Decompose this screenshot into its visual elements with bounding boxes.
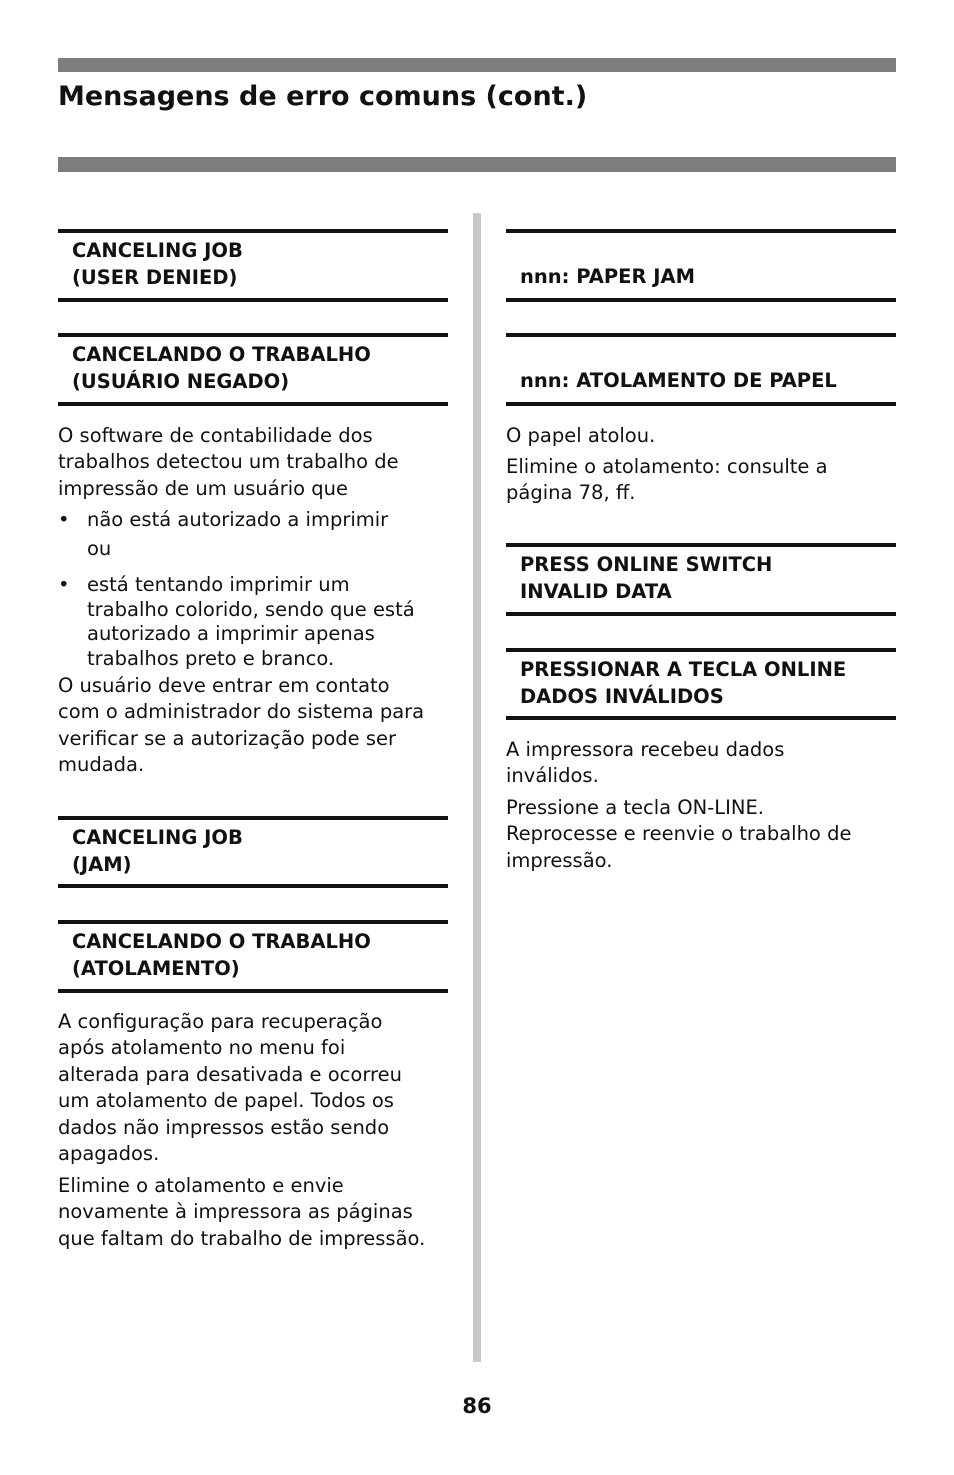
message-line: CANCELING JOB	[72, 826, 243, 849]
message-line: (USER DENIED)	[72, 265, 238, 289]
text-line: não está autorizado a imprimir	[87, 508, 389, 531]
text-line: autorizado a imprimir apenas	[87, 622, 375, 645]
text-line: novamente à impressora as páginas	[58, 1200, 413, 1224]
column-divider	[473, 213, 481, 1362]
description-paragraph	[506, 737, 784, 790]
text-line: A configuração para recuperação	[58, 1010, 383, 1033]
description-paragraph	[58, 673, 424, 779]
bullet-text	[87, 508, 388, 561]
text-line: inválidos.	[506, 764, 599, 788]
message-line: PRESSIONAR A TECLA ONLINE	[520, 658, 847, 681]
header-bottom-rule	[58, 157, 896, 172]
text-line: página 78, ff.	[506, 481, 636, 505]
description-paragraph	[506, 454, 828, 507]
text-line: trabalho colorido, sendo que está	[87, 597, 415, 621]
text-line: está tentando imprimir um	[87, 573, 350, 596]
text-line: alterada para desativada e ocorreu	[58, 1062, 402, 1086]
text-line: com o administrador do sistema para	[58, 700, 425, 724]
message-box-atolamento-de-papel	[506, 333, 896, 406]
description-paragraph	[506, 423, 655, 449]
text-line: trabalhos detectou um trabalho de	[58, 450, 399, 474]
text-line: impressão de um usuário que	[58, 476, 349, 500]
text-line: após atolamento no menu foi	[58, 1036, 346, 1060]
message-line: PRESS ONLINE SWITCH	[520, 553, 773, 576]
text-line: O software de contabilidade dos	[58, 424, 373, 447]
text-line: mudada.	[58, 753, 145, 777]
text-line: impressão.	[506, 848, 613, 872]
text-line: trabalhos preto e branco.	[87, 646, 335, 670]
text-line: dados não impressos estão sendo	[58, 1115, 390, 1139]
message-line: INVALID DATA	[520, 579, 672, 603]
message-box-cancelando-atolamento	[58, 920, 448, 993]
message-line: CANCELANDO O TRABALHO	[72, 343, 371, 366]
message-line: nnn: PAPER JAM	[520, 265, 695, 288]
page-number: 86	[462, 1394, 492, 1418]
page-title: Mensagens de erro comuns (cont.)	[58, 81, 588, 112]
description-paragraph	[58, 1173, 425, 1252]
text-line: A impressora recebeu dados	[506, 738, 785, 761]
text-line: verificar se a autorização pode ser	[58, 726, 397, 750]
message-box-cancelando-usuario-negado	[58, 333, 448, 406]
message-box-paper-jam	[506, 229, 896, 302]
text-line: O usuário deve entrar em contato	[58, 674, 390, 697]
text-line: ou	[87, 536, 112, 560]
text-line: Pressione a tecla ON-LINE.	[506, 796, 764, 819]
message-line: CANCELING JOB	[72, 239, 243, 262]
message-box-pressionar-tecla-online	[506, 648, 896, 720]
message-line: DADOS INVÁLIDOS	[520, 684, 724, 708]
text-line: Reprocesse e reenvie o trabalho de	[506, 822, 852, 846]
message-line: (ATOLAMENTO)	[72, 956, 240, 980]
text-line: O papel atolou.	[506, 424, 656, 447]
description-paragraph	[58, 423, 399, 502]
message-box-canceling-job-jam	[58, 816, 448, 888]
description-paragraph	[58, 1009, 402, 1167]
message-line: (JAM)	[72, 852, 132, 876]
message-box-press-online-switch	[506, 543, 896, 616]
text-line: que faltam do trabalho de impressão.	[58, 1226, 426, 1250]
text-line: Elimine o atolamento e envie	[58, 1174, 344, 1197]
message-line: CANCELANDO O TRABALHO	[72, 930, 371, 953]
message-line: (USUÁRIO NEGADO)	[72, 369, 290, 393]
text-line: apagados.	[58, 1142, 160, 1166]
message-line: nnn: ATOLAMENTO DE PAPEL	[520, 369, 837, 392]
text-line: um atolamento de papel. Todos os	[58, 1089, 394, 1113]
bullet-text	[87, 573, 415, 671]
message-box-canceling-job-user-denied	[58, 229, 448, 302]
header-top-rule	[58, 58, 896, 72]
bullet-icon: •	[58, 573, 70, 596]
bullet-icon: •	[58, 508, 70, 531]
description-paragraph	[506, 795, 851, 874]
text-line: Elimine o atolamento: consulte a	[506, 455, 828, 478]
